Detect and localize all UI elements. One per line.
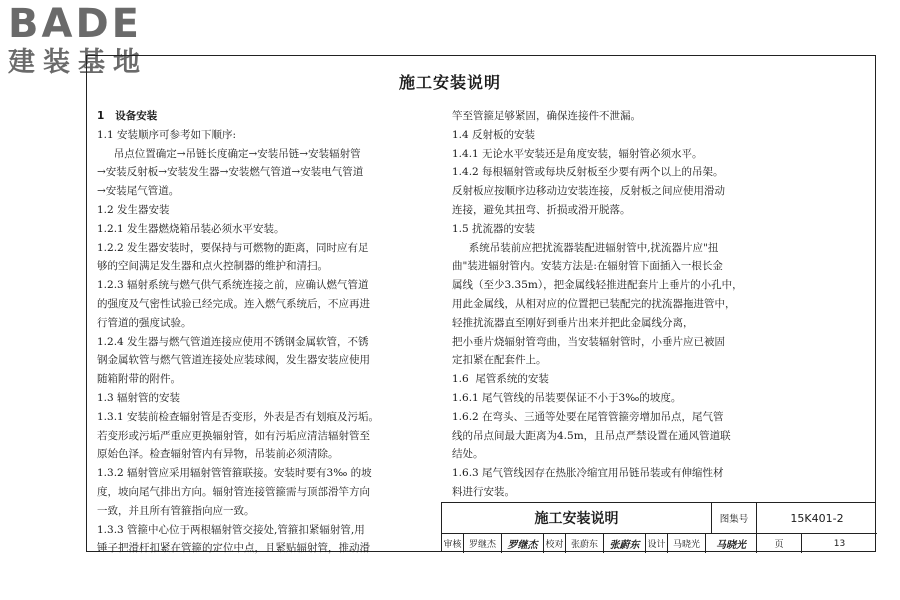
text-line: 线的吊点间最大距离为4.5m，且吊点严禁设置在通风管道联 <box>452 429 731 442</box>
text-line: 1.2.4 发生器与燃气管道连接应使用不锈钢金属软管，不锈 <box>97 335 369 348</box>
text-line: 行管道的强度试验。 <box>97 316 192 329</box>
text-line: 1 设备安装 <box>97 110 158 122</box>
page-label: 页 <box>757 534 802 553</box>
text-line: 把小垂片烧辐射管弯曲，当安装辐射管时，小垂片应已被固 <box>452 335 725 348</box>
page-title: 施工安装说明 <box>398 73 501 92</box>
reviewer-name: 罗继杰 <box>464 534 502 553</box>
text-line: 1.5 扰流器的安装 <box>452 222 536 235</box>
text-line: 吊点位置确定→吊链长度确定→安装吊链→安装辐射管 <box>97 147 361 160</box>
design-label: 设计 <box>646 534 668 553</box>
text-line: 若变形或污垢严重应更换辐射管，如有污垢应清洁辐射管至 <box>97 429 370 442</box>
text-line: 系统吊装前应把扰流器装配进辐射管中,扰流器片应"扭 <box>452 241 719 254</box>
atlas-number-label: 图集号 <box>712 503 757 534</box>
title-block-title: 施工安装说明 <box>442 503 712 534</box>
title-block <box>441 502 876 552</box>
right-text-column <box>452 107 782 500</box>
proof-label: 校对 <box>544 534 566 553</box>
proofer-name: 张蔚东 <box>566 534 604 553</box>
text-line: 1.3 辐射管的安装 <box>97 391 181 404</box>
text-line: 1.3.1 安装前检查辐射管是否变形，外表是否有划痕及污垢。 <box>97 410 380 423</box>
designer-name: 马晓光 <box>668 534 706 553</box>
text-line: 1.4 反射板的安装 <box>452 128 536 141</box>
text-line: 1.6.1 尾气管线的吊装要保证不小于3‰的坡度。 <box>452 391 682 404</box>
text-line: 1.6 尾管系统的安装 <box>452 373 549 386</box>
text-line: →安装反射板→安装发生器→安装燃气管道→安装电气管道 <box>97 166 364 179</box>
atlas-number-value: 15K401-2 <box>757 503 877 534</box>
text-line: 结处。 <box>452 448 484 461</box>
text-line: 1.2.3 辐射系统与燃气供气系统连接之前，应确认燃气管道 <box>97 279 369 292</box>
text-line: 料进行安装。 <box>452 485 515 498</box>
signature-row <box>442 534 877 553</box>
brand-logo: BADE <box>8 1 142 47</box>
review-label: 审核 <box>442 534 464 553</box>
text-line: 度，坡向尾气排出方向。辐射管连接管箍需与顶部滑竿方向 <box>97 485 370 498</box>
text-line: 一致，并且所有管箍指向应一致。 <box>97 504 255 517</box>
text-line: 1.3.2 辐射管应采用辐射管管箍联接。安装时要有3‰ 的坡 <box>97 467 372 480</box>
text-line: →安装尾气管道。 <box>97 185 180 198</box>
text-line: 1.6.3 尾气管线因存在热胀冷缩宜用吊链吊装或有伸缩性材 <box>452 467 724 480</box>
text-line: 1.6.2 在弯头、三通等处要在尾管管箍旁增加吊点，尾气管 <box>452 410 724 423</box>
text-line: 1.3.3 管箍中心位于两根辐射管交接处,管箍扣紧辐射管,用 <box>97 523 365 536</box>
text-line: 锤子把滑杆扣紧在管箍的定位中点，且紧贴辐射管，推动滑 <box>97 542 370 555</box>
text-line: 1.4.2 每根辐射管或每块反射板至少要有两个以上的吊架。 <box>452 166 724 179</box>
text-line: 反射板应按顺序边移动边安装连接，反射板之间应使用滑动 <box>452 185 725 198</box>
text-line: 定扣紧在配套件上。 <box>452 354 547 367</box>
text-line: 够的空间满足发生器和点火控制器的维护和清扫。 <box>97 260 328 273</box>
proofer-signature: 张蔚东 <box>604 534 646 553</box>
text-line: 属线（至少3.35m），把金属线轻推进配套片上垂片的小孔中， <box>452 279 743 292</box>
left-text-column <box>97 107 442 558</box>
reviewer-signature: 罗继杰 <box>502 534 544 553</box>
text-line: 1.2.1 发生器燃烧箱吊装必须水平安装。 <box>97 222 285 235</box>
text-line: 1.2 发生器安装 <box>97 203 170 216</box>
designer-signature: 马晓光 <box>706 534 757 553</box>
text-line: 用此金属线，从相对应的位置把已装配完的扰流器拖进管中， <box>452 297 736 310</box>
page-number: 13 <box>833 538 846 549</box>
text-line: 连接，避免其扭弯、折损或滑开脱落。 <box>452 203 631 216</box>
text-line: 1.2.2 发生器安装时，要保持与可燃物的距离，同时应有足 <box>97 241 369 254</box>
text-line: 曲"装进辐射管内。安装方法是:在辐射管下面插入一根长金 <box>452 260 723 273</box>
text-line: 1.1 安装顺序可参考如下顺序: <box>97 128 237 141</box>
text-line: 钢金属软管与燃气管道连接处应装球阀，发生器安装应使用 <box>97 354 370 367</box>
text-line: 轻推扰流器直至刚好到垂片出来并把此金属线分离， <box>452 316 694 329</box>
text-line: 原始色泽。检查辐射管内有异物，吊装前必须清除。 <box>97 448 339 461</box>
text-line: 竿至管箍足够紧固，确保连接件不泄漏。 <box>452 110 641 122</box>
brand-subtitle: 建装基地 <box>8 47 148 78</box>
text-line: 的强度及气密性试验已经完成。连入燃气系统后，不应再进 <box>97 297 370 310</box>
text-line: 随箱附带的附件。 <box>97 373 181 386</box>
text-line: 1.4.1 无论水平安装还是角度安装，辐射管必须水平。 <box>452 147 703 160</box>
